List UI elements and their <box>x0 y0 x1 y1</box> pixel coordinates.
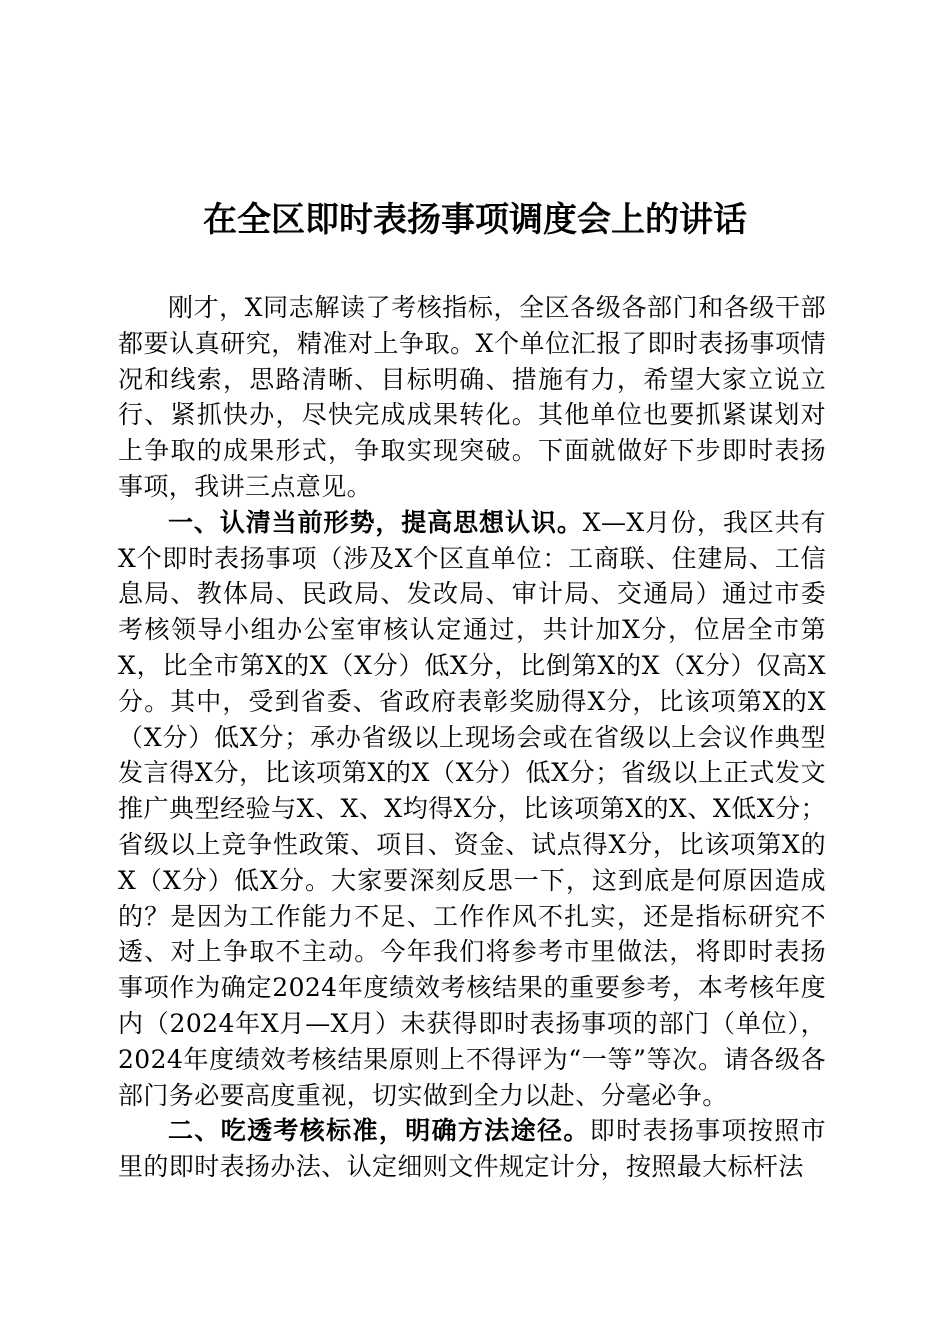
section-heading: 一、认清当前形势，提高思想认识。 <box>168 507 583 537</box>
paragraph-text: 即时表扬事项按照市里的即时表扬办法、认定细则文件规定计分，按照最大标杆法 <box>118 1116 826 1182</box>
paragraph-text: 刚才，X同志解读了考核指标，全区各级各部门和各级干部都要认真研究，精准对上争取。X个单位汇报了即时表扬事项情况和线索，思路清晰、目标明确、措施有力，希望大家立说立行、紧抓快办，尽快完成成果转化。其他单位也要抓紧谋划对上争取的成果形式，争取实现突破。下面就做好下步即时表扬事项，我讲三点意见。 <box>118 293 826 501</box>
paragraph-text: X—X月份，我区共有X个即时表扬事项（涉及X个区直单位：工商联、住建局、工信息局、教体局、民政局、发改局、审计局、交通局）通过市委考核领导小组办公室审核认定通过，共计加X分，位居全市第X，比全市第X的X（X分）低X分，比倒第X的X（X分）仅高X分。其中，受到省委、省政府表彰奖励得X分，比该项第X的X（X分）低X分；承办省级以上现场会或在省级以上会议作典型发言得X分，比该项第X的X（X分）低X分；省级以上正式发文推广典型经验与X、X、X均得X分，比该项第X的X、X低X分；省级以上竞争性政策、项目、资金、试点得X分，比该项第X的X（X分）低X分。大家要深刻反思一下，这到底是何原因造成的？是因为工作能力不足、工作作风不扎实，还是指标研究不透、对上争取不主动。今年我们将参考市里做法，将即时表扬事项作为确定2024年度绩效考核结果的重要参考，本考核年度内（2024年X月—X月）未获得即时表扬事项的部门（单位），2024年度绩效考核结果原则上不得评为“一等”等次。请各级各部门务必要高度重视，切实做到全力以赴、分毫必争。 <box>118 507 826 1110</box>
paragraph-intro <box>118 290 826 505</box>
paragraph-section-two <box>118 1113 826 1185</box>
section-heading: 二、吃透考核标准，明确方法途径。 <box>168 1116 590 1146</box>
document-body <box>118 290 826 1185</box>
document-title: 在全区即时表扬事项调度会上的讲话 <box>203 200 747 240</box>
paragraph-section-one <box>118 505 826 1114</box>
